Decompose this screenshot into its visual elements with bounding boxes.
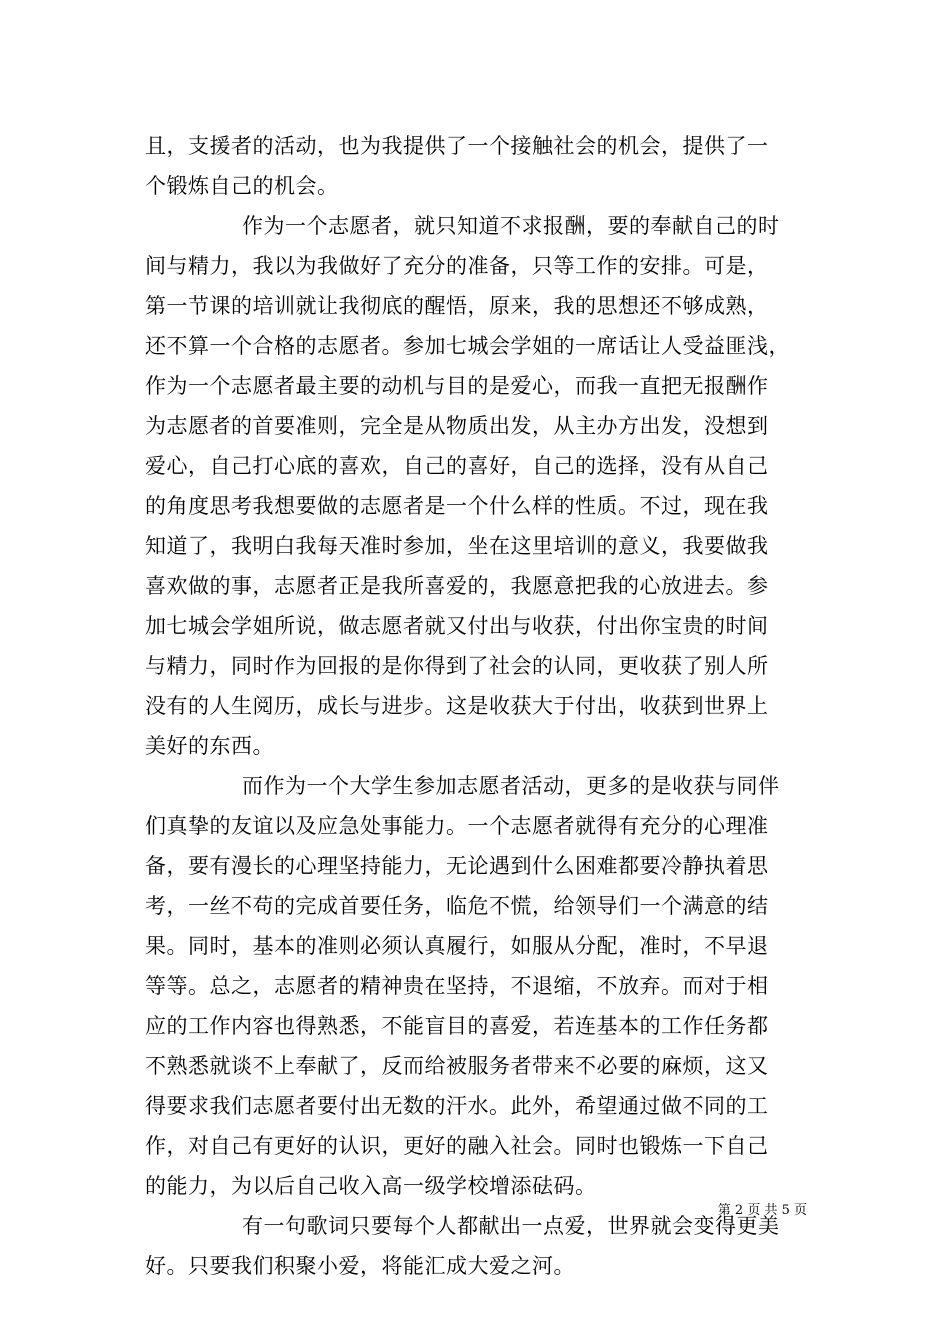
text-line: 好。只要我们积聚小爱，将能汇成大爱之河。	[145, 1254, 575, 1278]
paragraph-first-line: 有一句歌词只要每个人都献出一点爱，世界就会变得更美	[242, 1214, 780, 1238]
text-line: 喜欢做的事，志愿者正是我所喜爱的，我愿意把我的心放进去。参	[145, 574, 769, 598]
text-line: 且，支援者的活动，也为我提供了一个接触社会的机会，提供了一	[145, 134, 769, 158]
text-line: 爱心，自己打心底的喜欢，自己的喜好，自己的选择，没有从自己	[145, 454, 769, 478]
text-line: 加七城会学姐所说，做志愿者就又付出与收获，付出你宝贵的时间	[145, 614, 769, 638]
text-line: 的能力，为以后自己收入高一级学校增添砝码。	[145, 1174, 597, 1198]
text-line: 不熟悉就谈不上奉献了，反而给被服务者带来不必要的麻烦，这又	[145, 1054, 769, 1078]
text-line: 与精力，同时作为回报的是你得到了社会的认同，更收获了别人所	[145, 654, 769, 678]
text-line: 没有的人生阅历，成长与进步。这是收获大于付出，收获到世界上	[145, 694, 769, 718]
text-line: 知道了，我明白我每天准时参加，坐在这里培训的意义，我要做我	[145, 534, 769, 558]
text-line: 应的工作内容也得熟悉，不能盲目的喜爱，若连基本的工作任务都	[145, 1014, 769, 1038]
text-line: 美好的东西。	[145, 734, 274, 758]
paragraph-first-line: 而作为一个大学生参加志愿者活动，更多的是收获与同伴	[242, 774, 780, 798]
text-line: 备，要有漫长的心理坚持能力，无论遇到什么困难都要冷静执着思	[145, 854, 769, 878]
text-line: 还不算一个合格的志愿者。参加七城会学姐的一席话让人受益匪浅，	[145, 334, 790, 358]
text-line: 果。同时，基本的准则必须认真履行，如服从分配，准时，不早退	[145, 934, 769, 958]
text-line: 等等。总之，志愿者的精神贵在坚持，不退缩，不放弃。而对于相	[145, 974, 769, 998]
body-text	[145, 126, 807, 1286]
text-line: 得要求我们志愿者要付出无数的汗水。此外，希望通过做不同的工	[145, 1094, 769, 1118]
text-line: 为志愿者的首要准则，完全是从物质出发，从主办方出发，没想到	[145, 414, 769, 438]
text-line: 们真挚的友谊以及应急处事能力。一个志愿者就得有充分的心理准	[145, 814, 769, 838]
text-line: 第一节课的培训就让我彻底的醒悟，原来，我的思想还不够成熟，	[145, 294, 769, 318]
text-line: 个锻炼自己的机会。	[145, 174, 339, 198]
text-line: 的角度思考我想要做的志愿者是一个什么样的性质。不过，现在我	[145, 494, 769, 518]
paragraph-first-line: 作为一个志愿者，就只知道不求报酬，要的奉献自己的时	[242, 214, 780, 238]
text-line: 考，一丝不苟的完成首要任务，临危不慌，给领导们一个满意的结	[145, 894, 769, 918]
text-line: 作为一个志愿者最主要的动机与目的是爱心，而我一直把无报酬作	[145, 374, 769, 398]
text-line: 间与精力，我以为我做好了充分的准备，只等工作的安排。可是，	[145, 254, 769, 278]
page-number-footer: 第 2 页 共 5 页	[717, 1203, 807, 1218]
text-line: 作，对自己有更好的认识，更好的融入社会。同时也锻炼一下自己	[145, 1134, 769, 1158]
